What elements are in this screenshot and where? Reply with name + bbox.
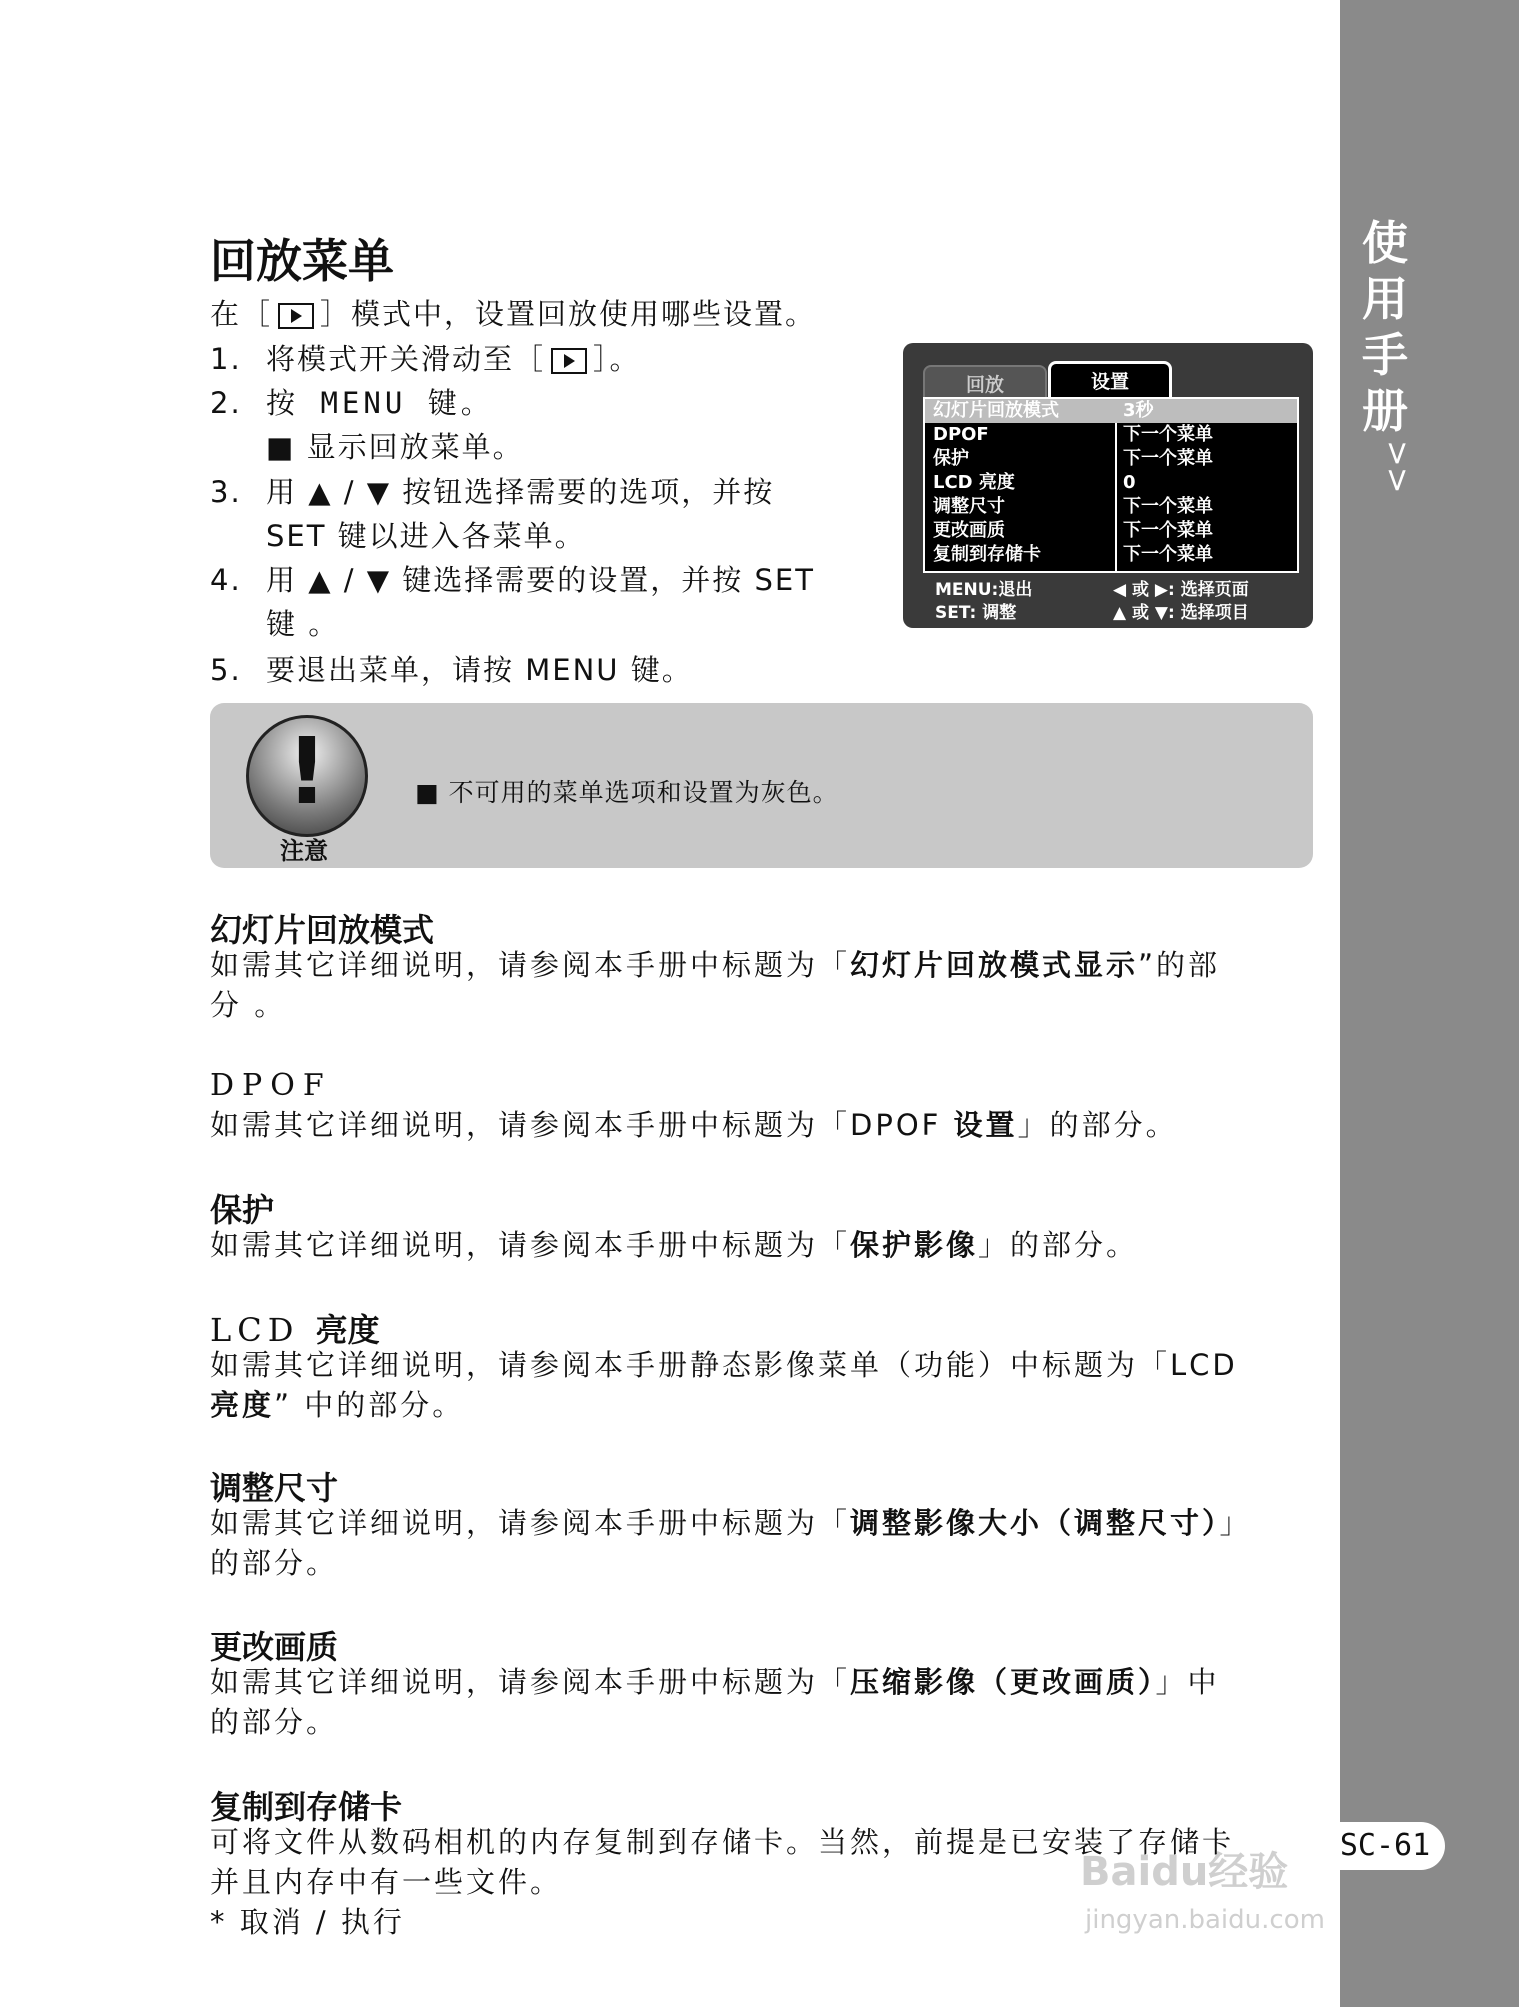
step-item	[210, 602, 339, 643]
page-number: SC-61	[1325, 1822, 1445, 1870]
section-body: 可将文件从数码相机的内存复制到存储卡。当然，前提是已安装了存储卡 并且内存中有一些文件。 * 取消 / 执行	[210, 1825, 1235, 1939]
camera-menu-table	[923, 397, 1299, 573]
intro-before: 在［	[210, 297, 273, 331]
menu-value: 下一个菜单	[1123, 424, 1213, 445]
section-heading: DPOF	[210, 1068, 332, 1103]
footer-menu-hint: MENU:退出	[935, 580, 1033, 600]
step-item	[210, 425, 524, 466]
menu-label: 更改画质	[933, 520, 1005, 541]
warning-icon: !	[246, 715, 368, 837]
step-text: ］。	[593, 342, 641, 376]
step-item	[210, 648, 693, 689]
step-text: 按 MENU 键。	[266, 386, 494, 420]
section-body: 如需其它详细说明，请参阅本手册中标题为「幻灯片回放模式显示”的部 分 。	[210, 948, 1221, 1022]
step-number: 5.	[210, 653, 242, 687]
section-body: 如需其它详细说明，请参阅本手册中标题为「压缩影像（更改画质）」中 的部分。	[210, 1665, 1220, 1739]
watermark-brand: Baidu经验	[1080, 1849, 1289, 1895]
step-text: 要退出菜单，请按 MENU 键。	[266, 653, 693, 687]
step-item	[210, 558, 815, 599]
section-heading: 更改画质	[210, 1628, 339, 1666]
play-mode-icon	[551, 348, 587, 374]
menu-label: 幻灯片回放模式	[933, 400, 1059, 421]
section-body: 如需其它详细说明，请参阅本手册静态影像菜单（功能）中标题为「LCD 亮度” 中的部分。	[210, 1348, 1238, 1422]
step-number: 4.	[210, 563, 242, 597]
menu-value: 下一个菜单	[1123, 520, 1213, 541]
menu-value: 下一个菜单	[1123, 496, 1213, 517]
section-heading: 调整尺寸	[210, 1469, 339, 1507]
note-box	[210, 703, 1313, 868]
tab-setup: 设置	[1048, 361, 1172, 400]
step-number: 3.	[210, 475, 242, 509]
intro-after: ］模式中，设置回放使用哪些设置。	[320, 297, 817, 331]
step-text: ■ 显示回放菜单。	[266, 430, 524, 464]
menu-value: 下一个菜单	[1123, 544, 1213, 565]
section-heading: LCD 亮度	[210, 1311, 380, 1349]
menu-row	[925, 399, 1297, 423]
step-item	[210, 381, 494, 422]
intro-line	[210, 292, 816, 333]
step-text: 用 ▲ / ▼ 键选择需要的设置，并按 SET	[266, 563, 815, 597]
watermark-url: jingyan.baidu.com	[1085, 1905, 1325, 1935]
chevron-right-icon: >>	[1379, 440, 1417, 494]
footer-item-hint: ▲ 或 ▼: 选择项目	[1113, 603, 1249, 623]
menu-label: 保护	[933, 448, 969, 469]
section-heading: 幻灯片回放模式	[210, 911, 435, 949]
menu-row	[925, 423, 1297, 447]
step-text: 将模式开关滑动至［	[266, 342, 546, 376]
section-body: 如需其它详细说明，请参阅本手册中标题为「调整影像大小（调整尺寸）」 的部分。	[210, 1506, 1252, 1580]
menu-value: 0	[1123, 472, 1136, 493]
section-heading: 复制到存储卡	[210, 1788, 403, 1826]
menu-label: LCD 亮度	[933, 472, 1015, 493]
section-heading: 保护	[210, 1191, 275, 1229]
menu-label: DPOF	[933, 424, 989, 445]
play-mode-icon	[278, 303, 314, 329]
step-text: 键 。	[266, 607, 340, 641]
camera-menu-screenshot	[903, 343, 1313, 628]
footer-page-hint: ◀ 或 ▶: 选择页面	[1113, 580, 1249, 600]
step-item	[210, 470, 774, 511]
menu-row	[925, 447, 1297, 471]
menu-value: 3秒	[1123, 400, 1154, 421]
step-item	[210, 337, 641, 378]
menu-label: 复制到存储卡	[933, 544, 1041, 565]
menu-label: 调整尺寸	[933, 496, 1005, 517]
note-label: 注意	[280, 837, 328, 865]
menu-row	[925, 471, 1297, 495]
section-body: 如需其它详细说明，请参阅本手册中标题为「DPOF 设置」的部分。	[210, 1108, 1178, 1142]
tab-play: 回放	[923, 365, 1047, 399]
footer-set-hint: SET: 调整	[935, 603, 1017, 623]
menu-row	[925, 543, 1297, 567]
section-body: 如需其它详细说明，请参阅本手册中标题为「保护影像」的部分。	[210, 1228, 1139, 1262]
step-text: SET 键以进入各菜单。	[266, 519, 586, 553]
page-title: 回放菜单	[210, 234, 394, 288]
step-text: 用 ▲ / ▼ 按钮选择需要的选项，并按	[266, 475, 775, 509]
step-number: 1.	[210, 342, 242, 376]
step-item	[210, 514, 586, 555]
step-number: 2.	[210, 386, 242, 420]
menu-row	[925, 519, 1297, 543]
side-tab-title: 使用手册	[1362, 216, 1408, 438]
menu-value: 下一个菜单	[1123, 448, 1213, 469]
note-text: ■ 不可用的菜单选项和设置为灰色。	[415, 778, 839, 807]
menu-row	[925, 495, 1297, 519]
